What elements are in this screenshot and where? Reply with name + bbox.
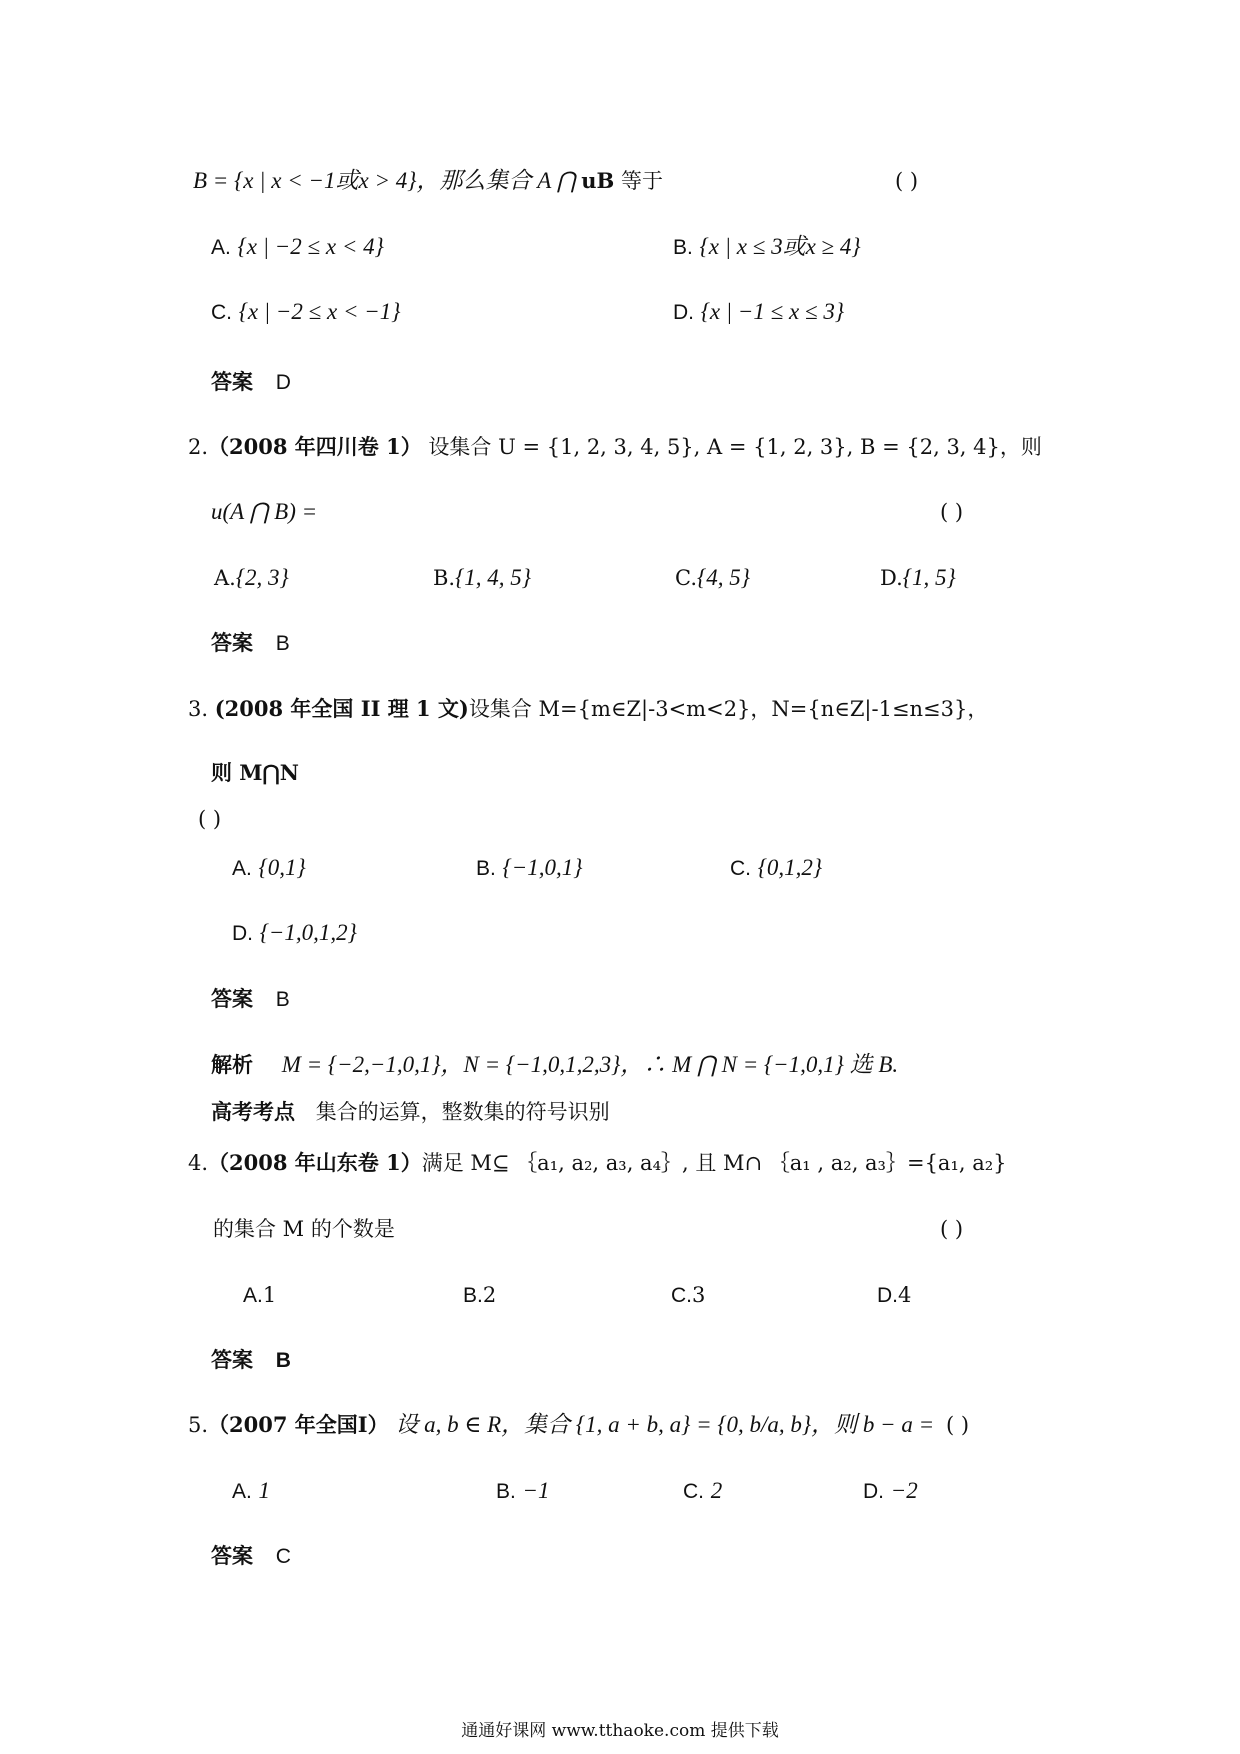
q4-number: 4. xyxy=(188,1151,209,1175)
q4-option-c xyxy=(671,1280,705,1311)
q4-option-a-text: 1 xyxy=(262,1283,277,1307)
q3-option-c-letter: C. xyxy=(730,857,751,880)
q3-option-b-letter: B. xyxy=(476,857,496,880)
q2-option-b-text: {1, 4, 5} xyxy=(455,565,532,590)
q2-option-b xyxy=(433,563,531,593)
q3-stem xyxy=(188,694,988,724)
q5-option-b-letter: B. xyxy=(496,1480,516,1503)
q1-option-a-text: {x | −2 ≤ x < 4} xyxy=(237,234,384,259)
q4-source: （2008 年山东卷 1） xyxy=(208,1150,422,1175)
q3-analysis xyxy=(211,1050,898,1080)
q3-option-b xyxy=(476,853,582,884)
q3-option-c xyxy=(730,853,822,884)
q3-stem-text: 设集合 M={m∈Z|-3<m<2}，N={n∈Z|-1≤n≤3}， xyxy=(468,697,989,721)
q3-answer-label: 答案 xyxy=(211,986,253,1011)
q2-number: 2. xyxy=(188,435,209,459)
q3-option-a xyxy=(232,853,306,884)
q2-option-a-text: {2, 3} xyxy=(235,565,289,590)
q1-option-d-text: {x | −1 ≤ x ≤ 3} xyxy=(700,299,845,324)
q4-option-d-text: 4 xyxy=(898,1283,912,1307)
q4-stem-line2 xyxy=(213,1214,395,1244)
q4-stem xyxy=(188,1148,1007,1178)
q2-stem xyxy=(188,432,1042,462)
q2-option-d-text: {1, 5} xyxy=(902,565,956,590)
q3-option-b-text: {−1,0,1} xyxy=(502,855,583,880)
q4-option-c-letter: C. xyxy=(671,1284,692,1307)
q5-option-b-text: −1 xyxy=(522,1478,550,1503)
q3-option-d-letter: D. xyxy=(232,922,253,945)
q2-option-c xyxy=(675,563,750,593)
q3-stem-line2 xyxy=(211,758,299,788)
q5-option-d-letter: D. xyxy=(863,1480,884,1503)
q3-stem2-text: 则 M⋂N xyxy=(211,760,299,785)
q4-option-b-text: 2 xyxy=(482,1283,497,1307)
q1-option-d xyxy=(673,297,844,328)
q1-option-b-letter: B. xyxy=(673,236,693,259)
q4-answer xyxy=(211,1345,291,1376)
q3-point-text: 集合的运算，整数集的符号识别 xyxy=(315,1100,610,1124)
q1-stem-text: B = {x | x < −1或x > 4}，那么集合 A ⋂ xyxy=(193,168,582,193)
q5-option-b xyxy=(496,1476,550,1507)
q5-option-c-text: 2 xyxy=(710,1478,723,1503)
q1-option-a xyxy=(211,232,384,263)
q5-option-a-text: 1 xyxy=(258,1478,271,1503)
q2-stem-line2 xyxy=(211,497,317,527)
q5-stem-text: 设 a, b ∈ R，集合 {1, a + b, a} = {0, b/a, b}，则 b − a = xyxy=(395,1412,935,1437)
q1-answer-blank: ( ) xyxy=(895,169,919,193)
q1-option-c-letter: C. xyxy=(211,301,232,324)
q2-option-a xyxy=(214,563,289,593)
q2-answer-value: B xyxy=(275,632,290,655)
q5-option-c-letter: C. xyxy=(683,1480,704,1503)
q5-option-a xyxy=(232,1476,270,1507)
q4-answer-value: B xyxy=(275,1349,291,1372)
q3-answer xyxy=(211,984,290,1015)
q4-option-b xyxy=(463,1280,496,1311)
q2-option-a-letter: A. xyxy=(214,566,236,590)
q3-option-a-text: {0,1} xyxy=(258,855,306,880)
q4-answer-blank: ( ) xyxy=(940,1217,964,1241)
q4-option-d xyxy=(877,1280,911,1311)
q2-answer-blank: ( ) xyxy=(940,500,964,524)
q2-option-d-letter: D. xyxy=(880,566,903,590)
q5-number: 5. xyxy=(188,1413,209,1437)
q3-source: (2008 年全国 II 理 1 文) xyxy=(214,696,469,721)
q5-answer-value: C xyxy=(275,1545,291,1568)
q5-option-d-text: −2 xyxy=(890,1478,918,1503)
q2-answer xyxy=(211,628,290,659)
q5-answer-blank: ( ) xyxy=(946,1413,970,1437)
q2-stem-text: 设集合 U = {1, 2, 3, 4, 5}, A = {1, 2, 3}, B = {2, 3, 4}，则 xyxy=(428,435,1042,459)
q1-stem-end: 等于 xyxy=(614,169,663,193)
q4-answer-label: 答案 xyxy=(211,1347,253,1372)
q4-option-a-letter: A. xyxy=(243,1284,263,1307)
q1-answer xyxy=(211,367,291,398)
q4-stem-text: 满足 M⊆ ｛a₁, a₂, a₃, a₄｝, 且 M∩ ｛a₁ , a₂, a₃｝={a₁, a₂} xyxy=(421,1151,1007,1175)
q3-point-label: 高考考点 xyxy=(211,1099,295,1124)
q1-answer-label: 答案 xyxy=(211,369,253,394)
q4-stem2-text: 的集合 M 的个数是 xyxy=(213,1217,395,1241)
q1-option-b-text: {x | x ≤ 3或x ≥ 4} xyxy=(699,234,861,259)
q2-option-c-letter: C. xyxy=(675,566,697,590)
q1-option-d-letter: D. xyxy=(673,301,694,324)
q5-answer xyxy=(211,1541,291,1572)
q3-number: 3. xyxy=(188,697,209,721)
q4-option-a xyxy=(243,1280,276,1311)
q3-option-d xyxy=(232,918,357,949)
q2-stem2-text: u(A ⋂ B) = xyxy=(211,499,318,524)
q2-option-b-letter: B. xyxy=(433,566,456,590)
q2-option-d xyxy=(880,563,956,593)
q1-option-b xyxy=(673,232,861,263)
q1-stem xyxy=(193,166,663,196)
q1-answer-value: D xyxy=(275,371,291,394)
q2-answer-label: 答案 xyxy=(211,630,253,655)
q1-option-c xyxy=(211,297,401,328)
q5-option-d xyxy=(863,1476,918,1507)
q4-option-c-text: 3 xyxy=(692,1283,706,1307)
q1-option-a-letter: A. xyxy=(211,236,231,259)
q3-analysis-label: 解析 xyxy=(211,1052,253,1077)
q5-stem xyxy=(188,1410,934,1440)
q4-option-d-letter: D. xyxy=(877,1284,898,1307)
q5-option-c xyxy=(683,1476,722,1507)
q3-answer-value: B xyxy=(275,988,290,1011)
q2-source: （2008 年四川卷 1） xyxy=(208,434,422,459)
q5-option-a-letter: A. xyxy=(232,1480,252,1503)
q1-option-c-text: {x | −2 ≤ x < −1} xyxy=(238,299,401,324)
q3-option-c-text: {0,1,2} xyxy=(757,855,823,880)
q2-option-c-text: {4, 5} xyxy=(697,565,750,590)
q3-option-a-letter: A. xyxy=(232,857,252,880)
q3-analysis-text: M = {−2,−1,0,1}，N = {−1,0,1,2,3}，∴ M ⋂ N = {−1,0,1} 选 B. xyxy=(281,1052,899,1077)
q5-answer-label: 答案 xyxy=(211,1543,253,1568)
page-footer: 通通好课网 www.tthaoke.com 提供下载 xyxy=(461,1721,779,1741)
q5-source: （2007 年全国Ⅰ） xyxy=(208,1412,389,1437)
q4-option-b-letter: B. xyxy=(463,1284,483,1307)
q3-option-d-text: {−1,0,1,2} xyxy=(259,920,357,945)
q3-answer-blank: ( ) xyxy=(198,807,222,831)
q1-stem-tail: uB xyxy=(581,168,615,193)
q3-point xyxy=(211,1097,610,1127)
